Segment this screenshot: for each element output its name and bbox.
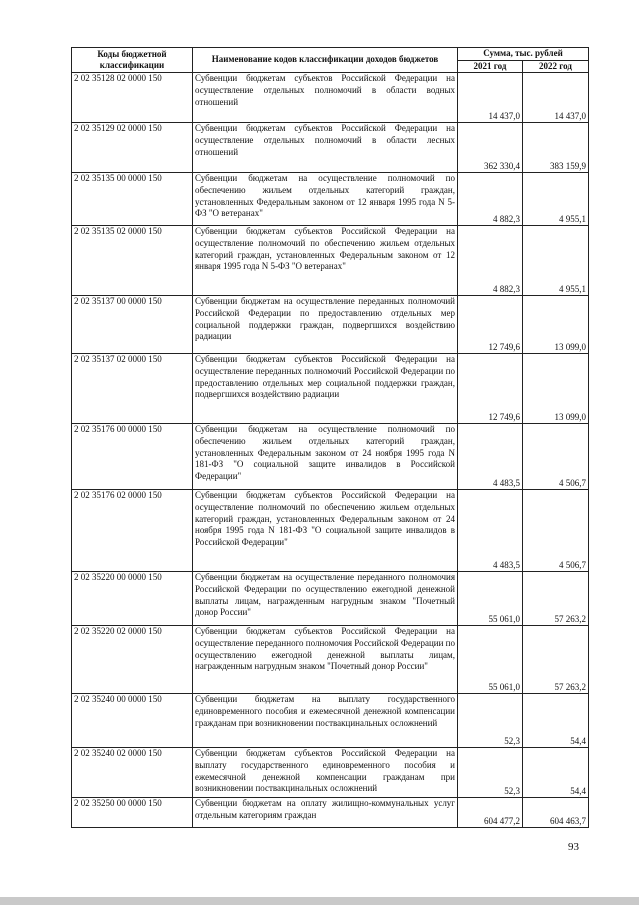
scan-border	[0, 897, 639, 905]
budget-code: 2 02 35135 02 0000 150	[72, 226, 193, 296]
table-row	[72, 173, 589, 226]
table-row	[72, 354, 589, 424]
table-row	[72, 226, 589, 296]
budget-name: Субвенции бюджетам на оплату жилищно-коммунальных услуг отдельным категориям граждан	[193, 798, 458, 828]
budget-code: 2 02 35135 00 0000 150	[72, 173, 193, 226]
budget-code: 2 02 35176 02 0000 150	[72, 490, 193, 572]
header-sum: Сумма, тыс. рублей	[458, 48, 589, 61]
budget-code: 2 02 35128 02 0000 150	[72, 73, 193, 123]
page-number: 93	[568, 841, 579, 853]
amount-2021: 55 061,0	[458, 572, 523, 626]
header-codes: Коды бюджетной классификации	[72, 48, 193, 73]
amount-2022: 4 506,7	[523, 424, 589, 490]
budget-name: Субвенции бюджетам субъектов Российской Федерации на осуществление отдельных полномочий в области водных отношений	[193, 73, 458, 123]
amount-2021: 12 749,6	[458, 354, 523, 424]
amount-2022: 13 099,0	[523, 354, 589, 424]
amount-2022: 54,4	[523, 748, 589, 798]
table-row	[72, 123, 589, 173]
budget-name: Субвенции бюджетам субъектов Российской Федерации на осуществление полномочий по обеспечению жильем отдельных категорий граждан, установленных Федеральным законом от 24 ноября 1995 года N 181-ФЗ "О социальной защите инвалидов в Российской Федерации"	[193, 490, 458, 572]
table-row	[72, 296, 589, 354]
amount-2021: 604 477,2	[458, 798, 523, 828]
header-year-2022: 2022 год	[523, 60, 589, 73]
table-row	[72, 490, 589, 572]
budget-code: 2 02 35137 00 0000 150	[72, 296, 193, 354]
budget-code: 2 02 35176 00 0000 150	[72, 424, 193, 490]
table-body	[72, 73, 589, 828]
amount-2022: 14 437,0	[523, 73, 589, 123]
amount-2022: 54,4	[523, 694, 589, 748]
amount-2022: 383 159,9	[523, 123, 589, 173]
amount-2022: 4 955,1	[523, 173, 589, 226]
amount-2022: 4 506,7	[523, 490, 589, 572]
budget-name: Субвенции бюджетам на осуществление переданного полномочия Российской Федерации по осуществлению ежегодной денежной выплаты лицам, награжденным нагрудным знаком "Почетный донор России"	[193, 572, 458, 626]
table-row	[72, 748, 589, 798]
amount-2021: 52,3	[458, 694, 523, 748]
header-year-2021: 2021 год	[458, 60, 523, 73]
amount-2021: 12 749,6	[458, 296, 523, 354]
amount-2021: 4 882,3	[458, 173, 523, 226]
amount-2022: 57 263,2	[523, 572, 589, 626]
amount-2021: 14 437,0	[458, 73, 523, 123]
budget-name: Субвенции бюджетам на осуществление переданных полномочий Российской Федерации по предоставлению отдельных мер социальной поддержки граждан, подвергшихся воздействию радиации	[193, 296, 458, 354]
table-row	[72, 798, 589, 828]
budget-revenue-table	[71, 47, 589, 828]
budget-code: 2 02 35240 00 0000 150	[72, 694, 193, 748]
amount-2021: 362 330,4	[458, 123, 523, 173]
amount-2021: 52,3	[458, 748, 523, 798]
budget-code: 2 02 35137 02 0000 150	[72, 354, 193, 424]
table-row	[72, 572, 589, 626]
budget-name: Субвенции бюджетам на выплату государственного единовременного пособия и ежемесячной денежной компенсации гражданам при возникновении поствакцинальных осложнений	[193, 694, 458, 748]
budget-name: Субвенции бюджетам на осуществление полномочий по обеспечению жильем отдельных категорий граждан, установленных Федеральным законом от 12 января 1995 года N 5-ФЗ "О ветеранах"	[193, 173, 458, 226]
table-row	[72, 73, 589, 123]
amount-2021: 55 061,0	[458, 626, 523, 694]
header-names: Наименование кодов классификации доходов бюджетов	[193, 48, 458, 73]
budget-code: 2 02 35250 00 0000 150	[72, 798, 193, 828]
table-row	[72, 424, 589, 490]
budget-code: 2 02 35240 02 0000 150	[72, 748, 193, 798]
table-row	[72, 694, 589, 748]
amount-2021: 4 483,5	[458, 490, 523, 572]
budget-name: Субвенции бюджетам субъектов Российской Федерации на осуществление переданного полномочия Российской Федерации по осуществлению ежегодной денежной выплаты лицам, награжденным нагрудным знаком "Почетный донор России"	[193, 626, 458, 694]
amount-2022: 4 955,1	[523, 226, 589, 296]
budget-name: Субвенции бюджетам субъектов Российской Федерации на осуществление полномочий по обеспечению жильем отдельных категорий граждан, установленных Федеральным законом от 12 января 1995 года N 5-ФЗ "О ветеранах"	[193, 226, 458, 296]
amount-2022: 604 463,7	[523, 798, 589, 828]
header-row	[72, 48, 589, 61]
amount-2022: 13 099,0	[523, 296, 589, 354]
budget-name: Субвенции бюджетам субъектов Российской Федерации на осуществление переданных полномочий Российской Федерации по предоставлению отдельных мер социальной поддержки граждан, подвергшихся воздействию радиации	[193, 354, 458, 424]
budget-name: Субвенции бюджетам субъектов Российской Федерации на выплату государственного единовременного пособия и ежемесячной денежной компенсации гражданам при возникновении поствакцинальных осложнений	[193, 748, 458, 798]
budget-name: Субвенции бюджетам субъектов Российской Федерации на осуществление отдельных полномочий в области лесных отношений	[193, 123, 458, 173]
amount-2021: 4 483,5	[458, 424, 523, 490]
budget-code: 2 02 35220 00 0000 150	[72, 572, 193, 626]
budget-code: 2 02 35220 02 0000 150	[72, 626, 193, 694]
amount-2021: 4 882,3	[458, 226, 523, 296]
budget-name: Субвенции бюджетам на осуществление полномочий по обеспечению жильем отдельных категорий граждан, установленных Федеральным законом от 24 ноября 1995 года N 181-ФЗ "О социальной защите инвалидов в Российской Федерации"	[193, 424, 458, 490]
table-row	[72, 626, 589, 694]
amount-2022: 57 263,2	[523, 626, 589, 694]
budget-code: 2 02 35129 02 0000 150	[72, 123, 193, 173]
